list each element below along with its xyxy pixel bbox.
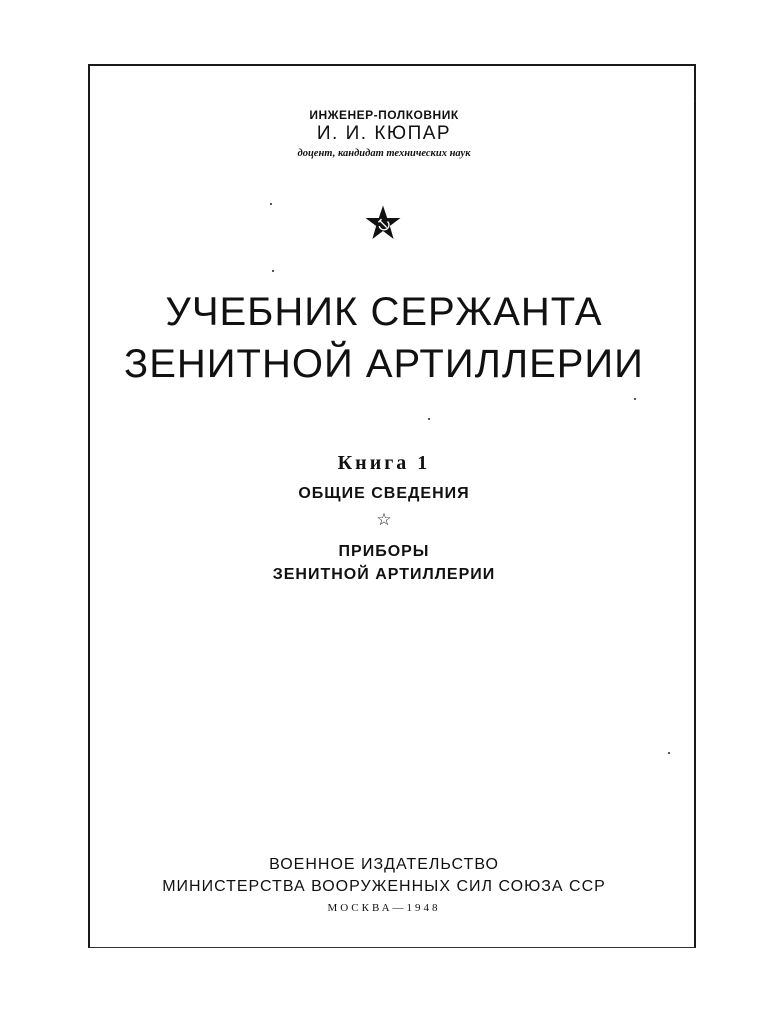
outline-star-icon: ☆ (376, 510, 392, 530)
author-degree: доцент, кандидат технических наук (297, 148, 471, 159)
scan-speck (270, 203, 272, 205)
part-one-title: ОБЩИЕ СВЕДЕНИЯ (298, 485, 470, 502)
scan-speck (272, 270, 274, 272)
red-star-hammer-sickle-icon (364, 204, 402, 242)
part-two-title-line-2: ЗЕНИТНОЙ АРТИЛЛЕРИИ (272, 566, 496, 583)
publisher-line-2: МИНИСТЕРСТВА ВООРУЖЕННЫХ СИЛ СОЮЗА ССР (162, 878, 606, 895)
book-title-line-2: ЗЕНИТНОЙ АРТИЛЛЕРИИ (124, 342, 644, 386)
author-rank: ИНЖЕНЕР-ПОЛКОВНИК (309, 108, 459, 122)
scan-speck (634, 398, 636, 400)
place-and-year: МОСКВА—1948 (327, 902, 441, 914)
scan-speck (428, 418, 430, 420)
book-title-line-1: УЧЕБНИК СЕРЖАНТА (165, 290, 603, 334)
author-name: И. И. КЮПАР (316, 123, 452, 144)
scan-speck (668, 752, 670, 754)
scan-speck (694, 100, 696, 102)
part-two-title-line-1: ПРИБОРЫ (338, 543, 430, 560)
book-number: Книга 1 (337, 452, 431, 474)
publisher-line-1: ВОЕННОЕ ИЗДАТЕЛЬСТВО (269, 856, 499, 873)
page-border-frame (88, 64, 696, 948)
